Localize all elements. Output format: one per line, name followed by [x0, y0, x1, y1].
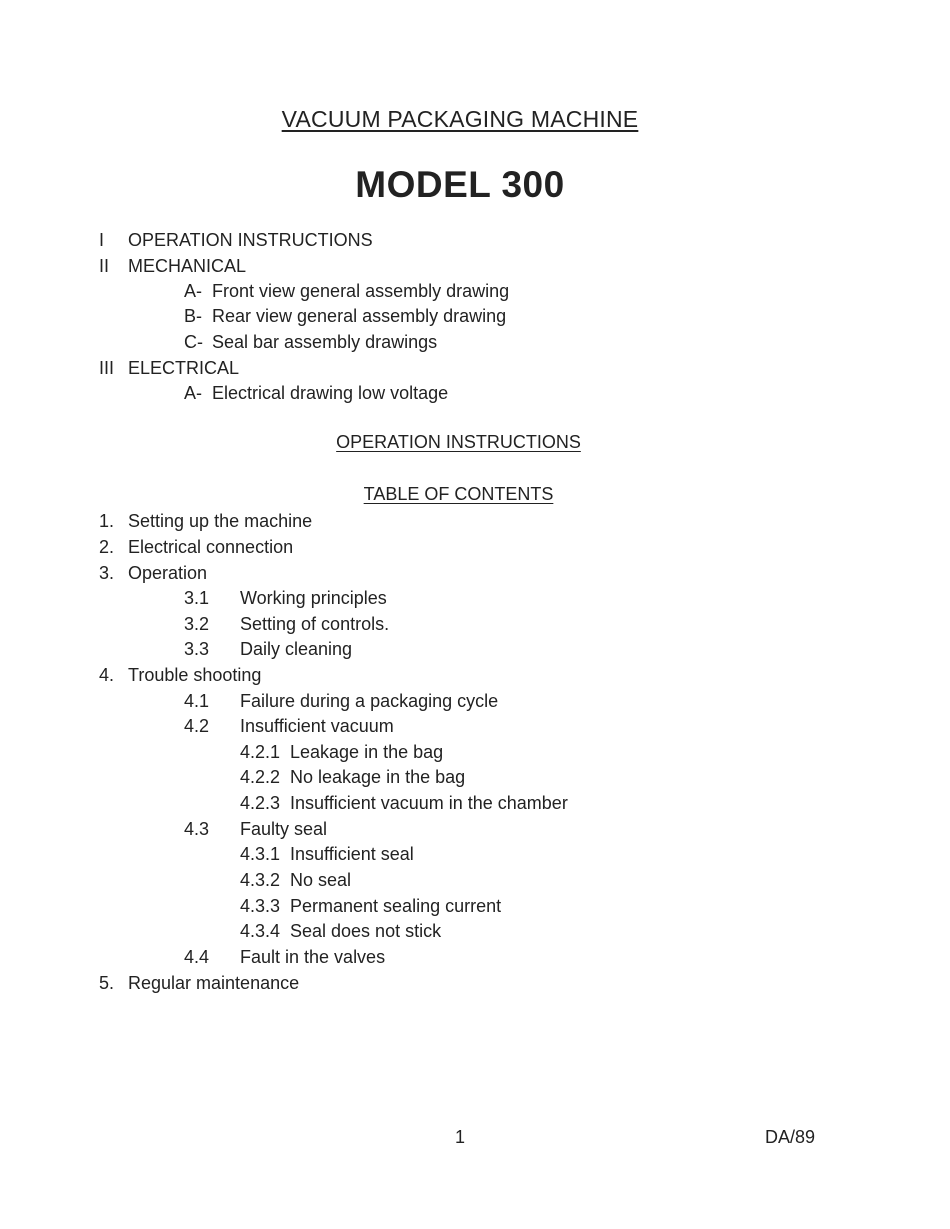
document-title: VACUUM PACKAGING MACHINE: [281, 106, 639, 132]
toc-title: TABLE OF CONTENTS: [363, 484, 554, 504]
page-number: 1: [455, 1127, 466, 1147]
toc-item-text: No seal: [290, 870, 352, 890]
toc-item-number: 4.2.1: [240, 742, 281, 762]
outline-item-text: ELECTRICAL: [128, 358, 240, 378]
toc-item-number: 4.3.3: [240, 896, 281, 916]
toc-item-text: Faulty seal: [240, 819, 328, 839]
toc-item-number: 4.2: [184, 716, 210, 736]
toc-item-number: 3.1: [184, 588, 210, 608]
toc-item-text: No leakage in the bag: [290, 767, 466, 787]
outline-item-number: B-: [184, 306, 202, 326]
toc-item-number: 4.1: [184, 691, 210, 711]
toc-item-text: Operation: [128, 563, 208, 583]
section-title: OPERATION INSTRUCTIONS: [336, 432, 581, 452]
outline-item-number: A-: [184, 281, 202, 301]
toc-item-number: 3.2: [184, 614, 210, 634]
toc-item-text: Insufficient vacuum: [240, 716, 394, 736]
outline-item-number: I: [99, 230, 105, 250]
outline-item-text: OPERATION INSTRUCTIONS: [128, 230, 373, 250]
toc-item-number: 4.2.3: [240, 793, 281, 813]
toc-item-number: 5.: [99, 973, 115, 993]
toc-item-number: 3.: [99, 563, 115, 583]
toc-item-text: Working principles: [240, 588, 387, 608]
toc-item-text: Insufficient vacuum in the chamber: [290, 793, 568, 813]
outline-item-text: Rear view general assembly drawing: [212, 306, 507, 326]
outline-item-number: III: [99, 358, 115, 378]
toc-item-text: Daily cleaning: [240, 639, 353, 659]
toc-item-number: 4.: [99, 665, 115, 685]
toc-item-text: Permanent sealing current: [290, 896, 502, 916]
toc-item-text: Failure during a packaging cycle: [240, 691, 499, 711]
toc-item-text: Leakage in the bag: [290, 742, 444, 762]
toc-item-text: Setting up the machine: [128, 511, 313, 531]
document-code: DA/89: [765, 1127, 816, 1147]
outline-item-number: II: [99, 256, 110, 276]
toc-item-number: 1.: [99, 511, 115, 531]
toc-item-text: Regular maintenance: [128, 973, 300, 993]
outline-item-number: C-: [184, 332, 203, 352]
outline-item-text: Seal bar assembly drawings: [212, 332, 438, 352]
toc-item-number: 4.3.1: [240, 844, 281, 864]
toc-item-text: Fault in the valves: [240, 947, 386, 967]
toc-item-text: Setting of controls.: [240, 614, 390, 634]
outline-item-text: Front view general assembly drawing: [212, 281, 510, 301]
toc-item-text: Trouble shooting: [128, 665, 262, 685]
toc-item-text: Insufficient seal: [290, 844, 414, 864]
toc-item-number: 4.2.2: [240, 767, 281, 787]
toc-item-text: Seal does not stick: [290, 921, 442, 941]
model-heading: MODEL 300: [355, 164, 565, 205]
toc-item-text: Electrical connection: [128, 537, 294, 557]
outline-item-text: Electrical drawing low voltage: [212, 383, 449, 403]
toc-item-number: 4.4: [184, 947, 210, 967]
toc-item-number: 3.3: [184, 639, 210, 659]
toc-item-number: 4.3.2: [240, 870, 281, 890]
outline-item-text: MECHANICAL: [128, 256, 247, 276]
toc-item-number: 2.: [99, 537, 115, 557]
toc-item-number: 4.3: [184, 819, 210, 839]
toc-item-number: 4.3.4: [240, 921, 281, 941]
outline-item-number: A-: [184, 383, 202, 403]
